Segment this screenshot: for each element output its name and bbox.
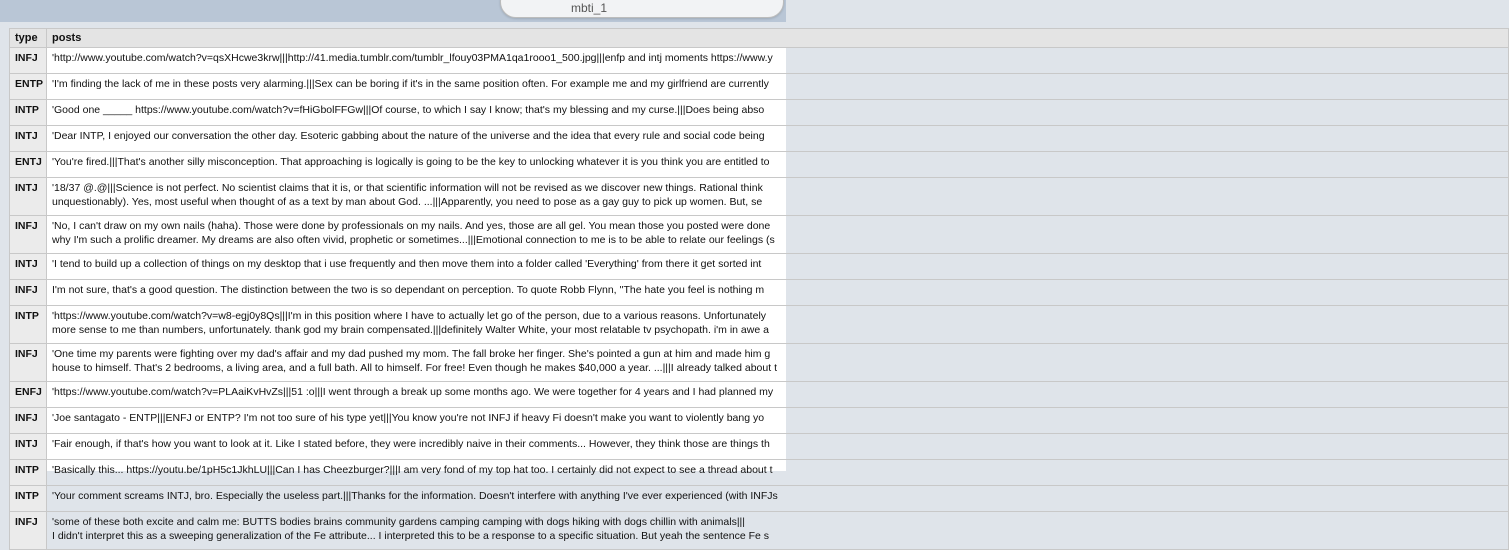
posts-cell bbox=[47, 382, 1509, 408]
posts-text-line: 'Basically this... https://youtu.be/1pH5c1JkhLU|||Can I has Cheezburger?|||I am very fond of my top hat too. I certainly did not expect to see a thread about t bbox=[52, 464, 773, 476]
posts-text-line: 'Your comment screams INTJ, bro. Especially the useless part.|||Thanks for the information. Doesn't interfere with anything I've ever experienced (with INFJs bbox=[52, 490, 778, 502]
table-row bbox=[10, 178, 1509, 216]
posts-cell bbox=[47, 344, 1509, 382]
posts-cell bbox=[47, 486, 1509, 512]
posts-text-line: why I'm such a prolific dreamer. My dreams are also often vivid, prophetic or sometimes...|||Emotional connection to me is to be able to relate our feelings (s bbox=[52, 234, 775, 246]
posts-cell bbox=[47, 152, 1509, 178]
posts-text-line: 'I tend to build up a collection of things on my desktop that i use frequently and then move them into a folder called 'Everything' from there it get sorted int bbox=[52, 258, 762, 270]
posts-text-line: unquestionably). Yes, most useful when thought of as a text by man about God. ...|||Apparently, you need to pose as a gay guy to pick up women. But, se bbox=[52, 196, 763, 208]
tab-title: mbti_1 bbox=[571, 1, 608, 15]
type-cell: INTJ bbox=[10, 254, 47, 280]
type-cell: INTP bbox=[10, 306, 47, 344]
table-row bbox=[10, 74, 1509, 100]
posts-text-line: I didn't interpret this as a sweeping generalization of the Fe attribute... I interpreted this to be a response to a specific situation. But yeah the sentence Fe s bbox=[52, 530, 770, 542]
table-row bbox=[10, 100, 1509, 126]
type-cell: INFJ bbox=[10, 48, 47, 74]
posts-text-line: 'Dear INTP, I enjoyed our conversation the other day. Esoteric gabbing about the nature of the universe and the idea that every rule and social code being bbox=[52, 130, 765, 142]
posts-cell bbox=[47, 100, 1509, 126]
type-cell: INFJ bbox=[10, 408, 47, 434]
posts-text-line: 'https://www.youtube.com/watch?v=PLAaiKvHvZs|||51 :o|||I went through a break up some months ago. We were together for 4 years and I had planned my bbox=[52, 386, 774, 398]
posts-text-line: 'Joe santagato - ENTP|||ENFJ or ENTP? I'm not too sure of his type yet|||You know you're not INFJ if heavy Fi doesn't make you want to violently bang yo bbox=[52, 412, 765, 424]
type-cell: INFJ bbox=[10, 280, 47, 306]
posts-cell bbox=[47, 512, 1509, 550]
posts-cell bbox=[47, 74, 1509, 100]
type-cell: INTP bbox=[10, 100, 47, 126]
posts-cell bbox=[47, 254, 1509, 280]
type-cell: INTJ bbox=[10, 178, 47, 216]
posts-text-line: 'http://www.youtube.com/watch?v=qsXHcwe3krw|||http://41.media.tumblr.com/tumblr_lfouy03PMA1qa1rooo1_500.jpg|||enfp and intj moments https://www.y bbox=[52, 52, 773, 64]
posts-text-line: 'You're fired.|||That's another silly misconception. That approaching is logically is going to be the key to unlocking whatever it is you think you are entitled to bbox=[52, 156, 770, 168]
posts-text-line: 'some of these both excite and calm me: BUTTS bodies brains community gardens camping camping with dogs hiking with dogs chillin with animals||| bbox=[52, 516, 746, 528]
header-row bbox=[10, 29, 1509, 48]
posts-cell bbox=[47, 306, 1509, 344]
table-row bbox=[10, 280, 1509, 306]
type-cell: ENTP bbox=[10, 74, 47, 100]
table-row bbox=[10, 254, 1509, 280]
table-body bbox=[10, 48, 1509, 550]
column-header-posts[interactable]: posts bbox=[47, 29, 1509, 48]
posts-text-line: 'No, I can't draw on my own nails (haha). Those were done by professionals on my nails. And yes, those are all gel. You mean those you posted were done bbox=[52, 220, 771, 232]
posts-text-line: 'I'm finding the lack of me in these posts very alarming.|||Sex can be boring if it's in the same position often. For example me and my girlfriend are currently bbox=[52, 78, 769, 90]
posts-text-line: 'Fair enough, if that's how you want to look at it. Like I stated before, they were incredibly naive in their comments... However, they think those are things th bbox=[52, 438, 770, 450]
table-row bbox=[10, 382, 1509, 408]
posts-text-line: 'https://www.youtube.com/watch?v=w8-egj0y8Qs|||I'm in this position where I have to actually let go of the person, due to a various reasons. Unfortunately bbox=[52, 310, 767, 322]
table-row bbox=[10, 306, 1509, 344]
table-row bbox=[10, 126, 1509, 152]
type-cell: INTJ bbox=[10, 126, 47, 152]
posts-cell bbox=[47, 178, 1509, 216]
type-cell: INFJ bbox=[10, 512, 47, 550]
type-cell: INTP bbox=[10, 460, 47, 486]
notebook-tab[interactable] bbox=[500, 0, 784, 18]
type-cell: ENFJ bbox=[10, 382, 47, 408]
posts-cell bbox=[47, 126, 1509, 152]
table-row bbox=[10, 434, 1509, 460]
table-row bbox=[10, 408, 1509, 434]
table-row bbox=[10, 216, 1509, 254]
posts-cell bbox=[47, 48, 1509, 74]
posts-cell bbox=[47, 280, 1509, 306]
posts-text-line: I'm not sure, that's a good question. The distinction between the two is so dependant on perception. To quote Robb Flynn, ''The hate you feel is nothing m bbox=[52, 284, 765, 296]
type-cell: INTP bbox=[10, 486, 47, 512]
posts-text-line: house to himself. That's 2 bedrooms, a living area, and a full bath. All to himself. For free! Even though he makes $40,000 a year. ...|||I already talked about t bbox=[52, 362, 777, 374]
posts-cell bbox=[47, 408, 1509, 434]
type-cell: INTJ bbox=[10, 434, 47, 460]
column-header-type[interactable]: type bbox=[10, 29, 47, 48]
table-row bbox=[10, 512, 1509, 550]
table-row bbox=[10, 152, 1509, 178]
posts-text-line: '18/37 @.@|||Science is not perfect. No scientist claims that it is, or that scientific information will not be revised as we discover new things. Rational think bbox=[52, 182, 763, 194]
posts-text-line: 'One time my parents were fighting over my dad's affair and my dad pushed my mom. The fall broke her finger. She's pointed a gun at him and made him g bbox=[52, 348, 771, 360]
type-cell: INFJ bbox=[10, 216, 47, 254]
posts-cell bbox=[47, 460, 1509, 486]
table-row bbox=[10, 460, 1509, 486]
posts-cell bbox=[47, 216, 1509, 254]
dataframe-view[interactable] bbox=[9, 28, 786, 542]
type-cell: INFJ bbox=[10, 344, 47, 382]
table-row bbox=[10, 48, 1509, 74]
posts-cell bbox=[47, 434, 1509, 460]
type-cell: ENTJ bbox=[10, 152, 47, 178]
table-row bbox=[10, 344, 1509, 382]
posts-text-line: 'Good one _____ https://www.youtube.com/watch?v=fHiGbolFFGw|||Of course, to which I say I know; that's my blessing and my curse.|||Does being abso bbox=[52, 104, 765, 116]
posts-text-line: more sense to me than numbers, unfortunately. thank god my brain compensated.|||definitely Walter White, your most relatable tv psychopath. i'm in awe a bbox=[52, 324, 769, 336]
mbti-table bbox=[9, 28, 1509, 550]
table-row bbox=[10, 486, 1509, 512]
